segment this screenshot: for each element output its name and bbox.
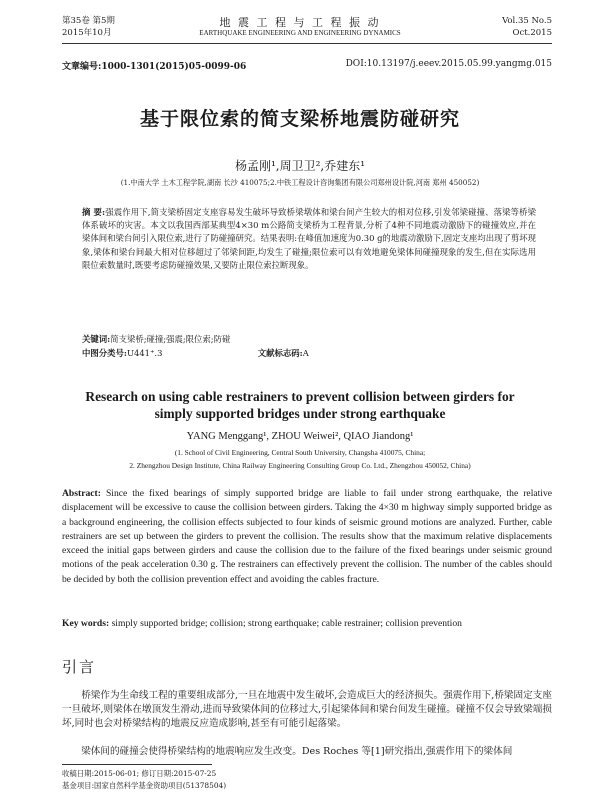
keywords-cn-text: 简支梁桥;碰撞;强震;限位索;防碰 xyxy=(110,334,231,344)
affiliations-cn: (1.中南大学 土木工程学院,湖南 长沙 410075;2.中铁工程设计咨询集团有限公司郑州设计院,河南 郑州 450052) xyxy=(120,178,480,187)
header-journal-en: EARTHQUAKE ENGINEERING AND ENGINEERING DYNAMICS xyxy=(199,29,401,37)
keywords-en-text: simply supported bridge; collision; strong earthquake; cable restrainer; collision prevention xyxy=(111,618,462,629)
footnote-received: 收稿日期:2015-06-01; 修订日期:2015-07-25 xyxy=(62,769,217,778)
article-number: 文章编号:1000-1301(2015)05-0099-06 xyxy=(62,62,247,72)
authors-en: YANG Menggang¹, ZHOU Weiwei², QIAO Jiandong¹ xyxy=(186,431,414,442)
keywords-cn-label: 关键词: xyxy=(82,334,111,344)
abstract-cn xyxy=(82,206,536,272)
affiliations-en-line1: (1. School of Civil Engineering, Central South University, Changsha 410075, China; xyxy=(174,448,426,457)
header-date-en: Oct.2015 xyxy=(512,28,552,38)
keywords-cn xyxy=(82,333,536,346)
abstract-cn-label: 摘 要: xyxy=(82,207,106,217)
doc-code-label: 文献标志码: xyxy=(257,348,303,358)
title-en-line2: simply supported bridges under strong earthquake xyxy=(154,406,446,421)
affiliations-en-line2: 2. Zhengzhou Design Institute, China Railway Engineering Consulting Group Co. Ltd., Zhengzhou 450052, China) xyxy=(129,461,471,470)
section-heading-intro: 引言 xyxy=(62,658,97,676)
abstract-en-label: Abstract: xyxy=(62,488,101,499)
footnote-fund: 基金项目:国家自然科学基金资助项目(51378504) xyxy=(62,781,227,790)
header-volume-cn: 第35卷 第5期 xyxy=(62,16,115,26)
abstract-en-text: Since the fixed bearings of simply supported bridge are liable to fail under strong earthquake, the relative displacement will be excessive to cause the collision between girders. Taking the 4×30 m highway simply supported bridge as a background engineering, the collision effects subjected to four kinds of seismic ground motions are analyzed. Further, cable restrainers are set up between the girders to prevent the collision. The results show that the maximum relative displacements exceed the initial gaps between girders and cause the collision due to the failure of the fixed bearings under seismic ground motions of the peak acceleration 0.30 g. The restrainers can effectively prevent the collision. The number of the cables should be decided by both the collision prevention effect and avoiding the cables fracture. xyxy=(62,488,553,585)
footnote-rule xyxy=(62,764,212,765)
keywords-en xyxy=(62,617,552,631)
doc-code-value: A xyxy=(302,348,309,358)
intro-paragraph: 梁体间的碰撞会使得桥梁结构的地震响应发生改变。Des Roches 等[1]研究指出,强震作用下的梁体间 xyxy=(81,746,513,757)
header-journal-cn: 地 震 工 程 与 工 程 振 动 xyxy=(219,16,381,29)
header-rule xyxy=(62,43,552,44)
article-doi: DOI:10.13197/j.eeev.2015.05.99.yangmg.015 xyxy=(345,59,552,69)
intro-paragraph: 桥梁作为生命线工程的重要组成部分,一旦在地震中发生破坏,会造成巨大的经济损失。强震作用下,桥梁固定支座一旦破坏,则梁体在墩顶发生滑动,进而导致梁体间的位移过大,引起梁体间和梁台间发生碰撞。碰撞不仅会导致梁端损坏,同时也会对桥梁结构的地震反应造成影响,甚至有可能引起落梁。 xyxy=(62,690,552,729)
abstract-en xyxy=(62,487,552,587)
title-en-line1: Research on using cable restrainers to prevent collision between girders for xyxy=(85,389,515,404)
header-volume-en: Vol.35 No.5 xyxy=(502,16,552,26)
clc-label: 中图分类号: xyxy=(82,348,127,358)
title-cn: 基于限位索的简支梁桥地震防碰研究 xyxy=(139,108,460,130)
clc-value: U441⁺.3 xyxy=(126,348,163,358)
keywords-en-label: Key words: xyxy=(62,618,110,629)
header-date-cn: 2015年10月 xyxy=(62,28,112,38)
abstract-cn-text: 强震作用下,简支梁桥固定支座容易发生破坏导致桥梁墩体和梁台间产生较大的相对位移,引发邻梁碰撞、落梁等桥梁体系破坏的灾害。本文以我国西部某典型4×30 m公路简支梁桥为工程背景,分析了4种不同地震动激励下的碰撞效应,并在梁体间和梁台间引入限位索,进行了防碰撞研究。结果表明:在峰值加速度为0.30 g的地震动激励下,固定支座均出现了剪坏现象,梁体和梁台间最大相对位移超过了邻梁间距,均发生了碰撞;限位索可以有效地避免梁体间碰撞现象的发生,但在实际选用限位索数量时,既要考虑防碰撞效果,又要防止限位索拉断现象。 xyxy=(82,207,536,270)
classification-line xyxy=(82,347,536,360)
authors-cn: 杨孟刚¹,周卫卫²,乔建东¹ xyxy=(234,159,366,173)
